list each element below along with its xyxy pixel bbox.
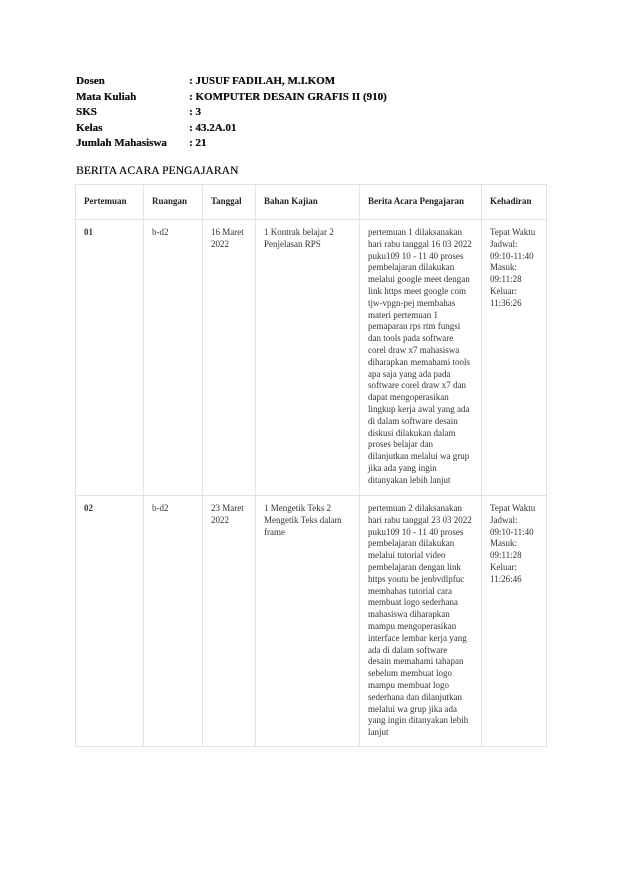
text-line: membuat logo sederhana: [368, 597, 458, 608]
header-berita-acara: Berita Acara Pengajaran: [360, 185, 482, 220]
text-line: corel draw x7 mahasiswa: [368, 344, 460, 355]
text-line: dilanjutkan melalui wa grup: [368, 451, 470, 462]
text-line: Tepat Waktu: [490, 503, 536, 513]
text-line: mampu membuat logo: [368, 679, 449, 690]
course-info: [76, 74, 387, 152]
text-line: pembelajaran dilakukan: [368, 262, 455, 273]
text-line: interface lembar kerja yang: [368, 632, 467, 643]
text-line: Keluar:: [490, 561, 517, 572]
text-line: 2022: [211, 238, 229, 249]
header-pertemuan: Pertemuan: [76, 185, 144, 220]
cell-pertemuan: 02: [76, 496, 144, 747]
cell-tanggal: [203, 496, 256, 747]
header-kehadiran: Kehadiran: [482, 185, 547, 220]
cell-pertemuan: 01: [76, 220, 144, 496]
cell-kehadiran: [482, 496, 547, 747]
text-line: 1 Mengetik Teks 2: [264, 503, 331, 513]
text-line: sebelum membuat logo: [368, 668, 452, 679]
text-line: apa saja yang ada pada: [368, 368, 451, 379]
text-line: Jadwal:: [490, 238, 518, 249]
info-label: Mata Kuliah: [76, 90, 137, 103]
info-row-sks: [76, 105, 387, 121]
cell-berita-acara: [360, 496, 482, 747]
text-line: pembelajaran dengan link: [368, 561, 461, 572]
info-row-mata-kuliah: [76, 90, 387, 106]
section-title: BERITA ACARA PENGAJARAN: [76, 165, 239, 177]
text-line: diharapkan memahami tools: [368, 356, 470, 367]
info-label: Dosen: [76, 75, 105, 87]
text-line: 16 Maret: [211, 227, 244, 237]
header-ruangan: Ruangan: [144, 185, 203, 220]
text-line: ada di dalam software: [368, 644, 448, 655]
text-line: materi pertemuan 1: [368, 309, 438, 320]
table-row: [76, 496, 547, 747]
info-value: : 3: [189, 106, 201, 118]
text-line: puku109 10 - 11 40 proses: [368, 250, 464, 261]
text-line: di dalam software desain: [368, 415, 458, 426]
text-line: diskusi dilakukan dalam: [368, 427, 456, 438]
text-line: mampu mengoperasikan: [368, 620, 457, 631]
berita-acara-table: [75, 184, 547, 747]
cell-bahan-kajian: [256, 496, 360, 747]
cell-kehadiran: [482, 220, 547, 496]
text-line: lingkup kerja awal yang ada: [368, 403, 470, 414]
info-row-jumlah-mahasiswa: [76, 136, 387, 152]
text-line: melalui tutorial video: [368, 550, 446, 561]
cell-tanggal: [203, 220, 256, 496]
text-line: 09:11:28: [490, 550, 522, 561]
text-line: proses belajar dan: [368, 439, 433, 450]
text-line: hari rabu tanggal 16 03 2022: [368, 238, 472, 249]
text-line: membahas tutorial cara: [368, 585, 452, 596]
text-line: https youtu be jenbvdlpfuc: [368, 573, 465, 584]
cell-berita-acara: [360, 220, 482, 496]
text-line: pembelajaran dilakukan: [368, 538, 455, 549]
text-line: software corel draw x7 dan: [368, 380, 466, 391]
info-value: : KOMPUTER DESAIN GRAFIS II (910): [189, 90, 387, 103]
text-line: Tepat Waktu: [490, 227, 536, 237]
text-line: Keluar:: [490, 285, 517, 296]
text-line: mahasiswa diharapkan: [368, 609, 450, 620]
text-line: desain memahami tahapan: [368, 656, 464, 667]
info-value: : 21: [189, 137, 207, 149]
text-line: dapat mengoperasikan: [368, 392, 449, 403]
cell-bahan-kajian: [256, 220, 360, 496]
info-label: Jumlah Mahasiswa: [76, 137, 167, 149]
text-line: tjw-vpgn-pej membahas: [368, 297, 456, 308]
info-value: : JUSUF FADILAH, M.I.KOM: [189, 75, 336, 87]
text-line: Mengetik Teks dalam: [264, 514, 342, 525]
text-line: sederhana dan dilanjutkan: [368, 691, 462, 702]
info-row-dosen: [76, 74, 387, 90]
text-line: melalui google meet dengan: [368, 274, 470, 285]
text-line: lanjut: [368, 727, 389, 738]
info-label: Kelas: [76, 121, 103, 134]
text-line: pertemuan 1 dilaksanakan: [368, 227, 462, 237]
table-row: [76, 220, 547, 496]
text-line: frame: [264, 526, 285, 537]
text-line: puku109 10 - 11 40 proses: [368, 526, 464, 537]
text-line: link https meet google com: [368, 285, 466, 296]
text-line: dan tools pada software: [368, 333, 454, 344]
text-line: Masuk:: [490, 262, 517, 273]
text-line: Jadwal:: [490, 514, 518, 525]
text-line: 09:10-11:40: [490, 526, 534, 537]
text-line: 11:36:26: [490, 297, 522, 308]
table-header-row: [76, 185, 547, 220]
text-line: ditanyakan lebih lanjut: [368, 474, 451, 485]
text-line: yang ingin ditanyakan lebih: [368, 715, 469, 726]
text-line: Masuk:: [490, 538, 517, 549]
header-bahan-kajian: Bahan Kajian: [256, 185, 360, 220]
text-line: jika ada yang ingin: [368, 462, 437, 473]
text-line: 1 Kontrak belajar 2: [264, 227, 334, 237]
text-line: Penjelasan RPS: [264, 238, 321, 249]
cell-ruangan: b-d2: [144, 496, 203, 747]
info-value: : 43.2A.01: [189, 121, 237, 134]
text-line: hari rabu tanggal 23 03 2022: [368, 514, 472, 525]
text-line: melalui wa grup jika ada: [368, 703, 457, 714]
info-row-kelas: [76, 121, 387, 137]
text-line: 23 Maret: [211, 503, 244, 513]
text-line: 11:26:46: [490, 573, 522, 584]
text-line: 09:11:28: [490, 274, 522, 285]
text-line: 2022: [211, 514, 229, 525]
text-line: pertemuan 2 dilaksanakan: [368, 503, 462, 513]
info-label: SKS: [76, 106, 97, 118]
text-line: 09:10-11:40: [490, 250, 534, 261]
text-line: pemaparan rps rtm fungsi: [368, 321, 461, 332]
header-tanggal: Tanggal: [203, 185, 256, 220]
cell-ruangan: b-d2: [144, 220, 203, 496]
